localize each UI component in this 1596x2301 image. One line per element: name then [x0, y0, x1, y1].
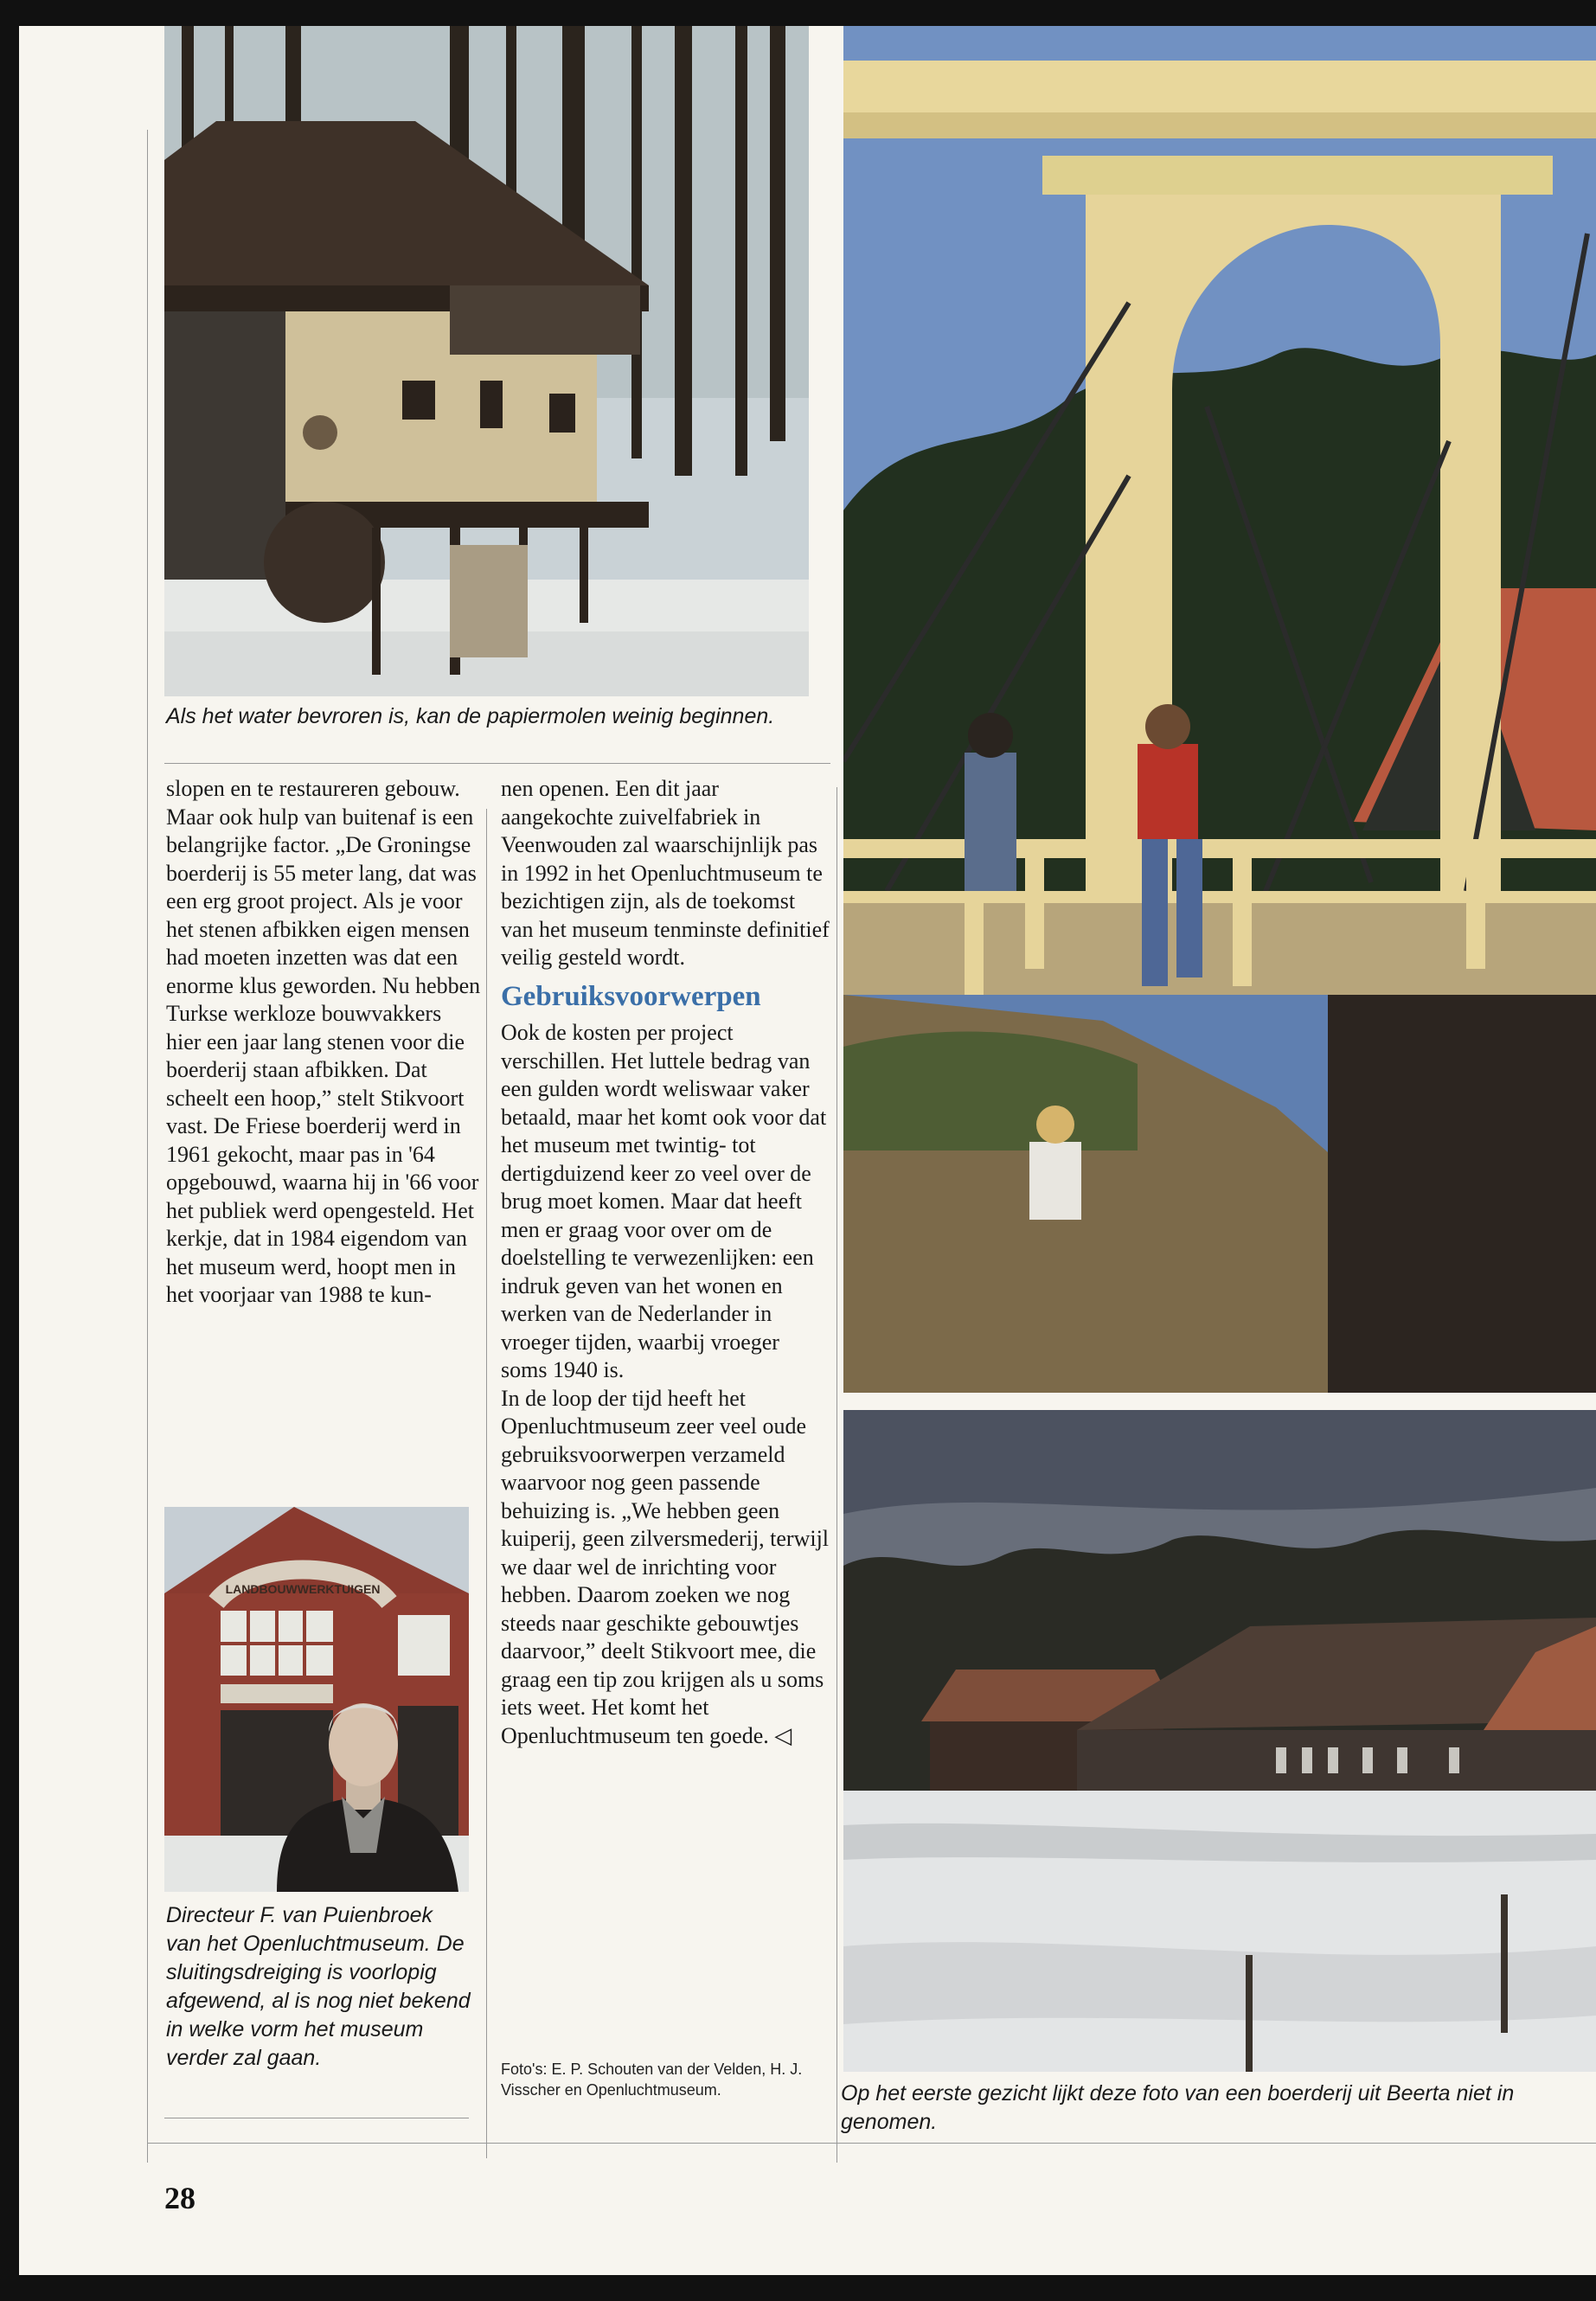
- column-2-paragraph-1: Ook de kosten per project verschillen. Het luttele bedrag van een gulden wordt weliswaar vaker betaald, maar het komt ook voor dat het museum met twintig- tot dertigduizend keer zo veel over de brug moet komen. Maar dat heeft men er graag voor over om de doelstelling te verwezenlijken: een indruk geven van het wonen en werken van de Nederlander in vroeger tijden, waarbij vroeger soms 1940 is.: [501, 1020, 827, 1382]
- section-heading: Gebruiksvoorwerpen: [501, 980, 761, 1012]
- photo-credits: Foto's: E. P. Schouten van der Velden, H. J. Visscher en Openluchtmuseum.: [501, 2061, 803, 2099]
- column-rule-left: [147, 130, 148, 2163]
- bridge-photo: [843, 26, 1596, 1393]
- farm-caption: Op het eerste gezicht lijkt deze foto van een boerderij uit Beerta niet in genomen.: [841, 2081, 1515, 2134]
- page-number: 28: [164, 2181, 195, 2215]
- column-2-paragraph-2: In de loop der tijd heeft het Openluchtmuseum zeer veel oude gebruiksvoorwerpen verzameld waarvoor nog geen passende behuizing is. „We hebben geen kuiperij, geen zilversmederij, terwijl we daar wel de inrichting voor hebben. Daarom zoeken we nog steeds naar geschikte gebouwtjes daarvoor,” deelt Stikvoort mee, die graag een tip zou krijgen als u soms iets weet. Het komt het Openluchtmuseum ten goede. ◁: [501, 1385, 830, 1748]
- column-1-text: slopen en te restaureren gebouw. Maar ook hulp van buitenaf is een belangrijke factor. „De Groningse boerderij is 55 meter lang, dat was een erg groot project. Als je voor het stenen afbikken eigen mensen had moeten inzetten was dat een enorme klus geworden. Nu hebben Turkse werkloze bouwvakkers hier een jaar lang stenen voor die boerderij staan afbikken. Dat scheelt een hoop,” stelt Stikvoort vast. De Friese boerderij werd in 1961 gekocht, maar pas in '64 opgebouwd, waarna hij in '66 voor het publiek werd opengesteld. Het kerkje, dat in 1984 eigendom van het museum werd, hoopt men in het voorjaar van 1988 te kun-: [166, 776, 481, 1307]
- column-rule-right: [836, 787, 837, 2163]
- director-caption: Directeur F. van Puienbroek van het Openluchtmuseum. De sluitingsdreiging is voorlopig afgewend, al is nog niet bekend in welke vorm het museum verder zal gaan.: [166, 1903, 471, 2070]
- column-2-intro: nen openen. Een dit jaar aangekochte zuivelfabriek in Veenwouden zal waarschijnlijk pas in 1992 in het Openluchtmuseum te bezichtigen zijn, als de toekomst van het museum tenminste definitief veilig gesteld wordt.: [501, 776, 830, 970]
- director-photo: [164, 1507, 469, 1892]
- article-column-2: [501, 775, 830, 1750]
- bottom-rule: [147, 2143, 1596, 2144]
- column-rule-middle: [486, 809, 487, 2158]
- article-column-1: [166, 775, 482, 1310]
- sign-text: LANDBOUWWERKTUIGEN: [225, 1582, 381, 1596]
- mill-caption: Als het water bevroren is, kan de papiermolen weinig beginnen.: [166, 704, 775, 728]
- caption-rule-top: [164, 763, 830, 764]
- magazine-page: [19, 26, 1596, 2275]
- farm-photo: [843, 1410, 1596, 2072]
- mill-photo: [164, 26, 809, 696]
